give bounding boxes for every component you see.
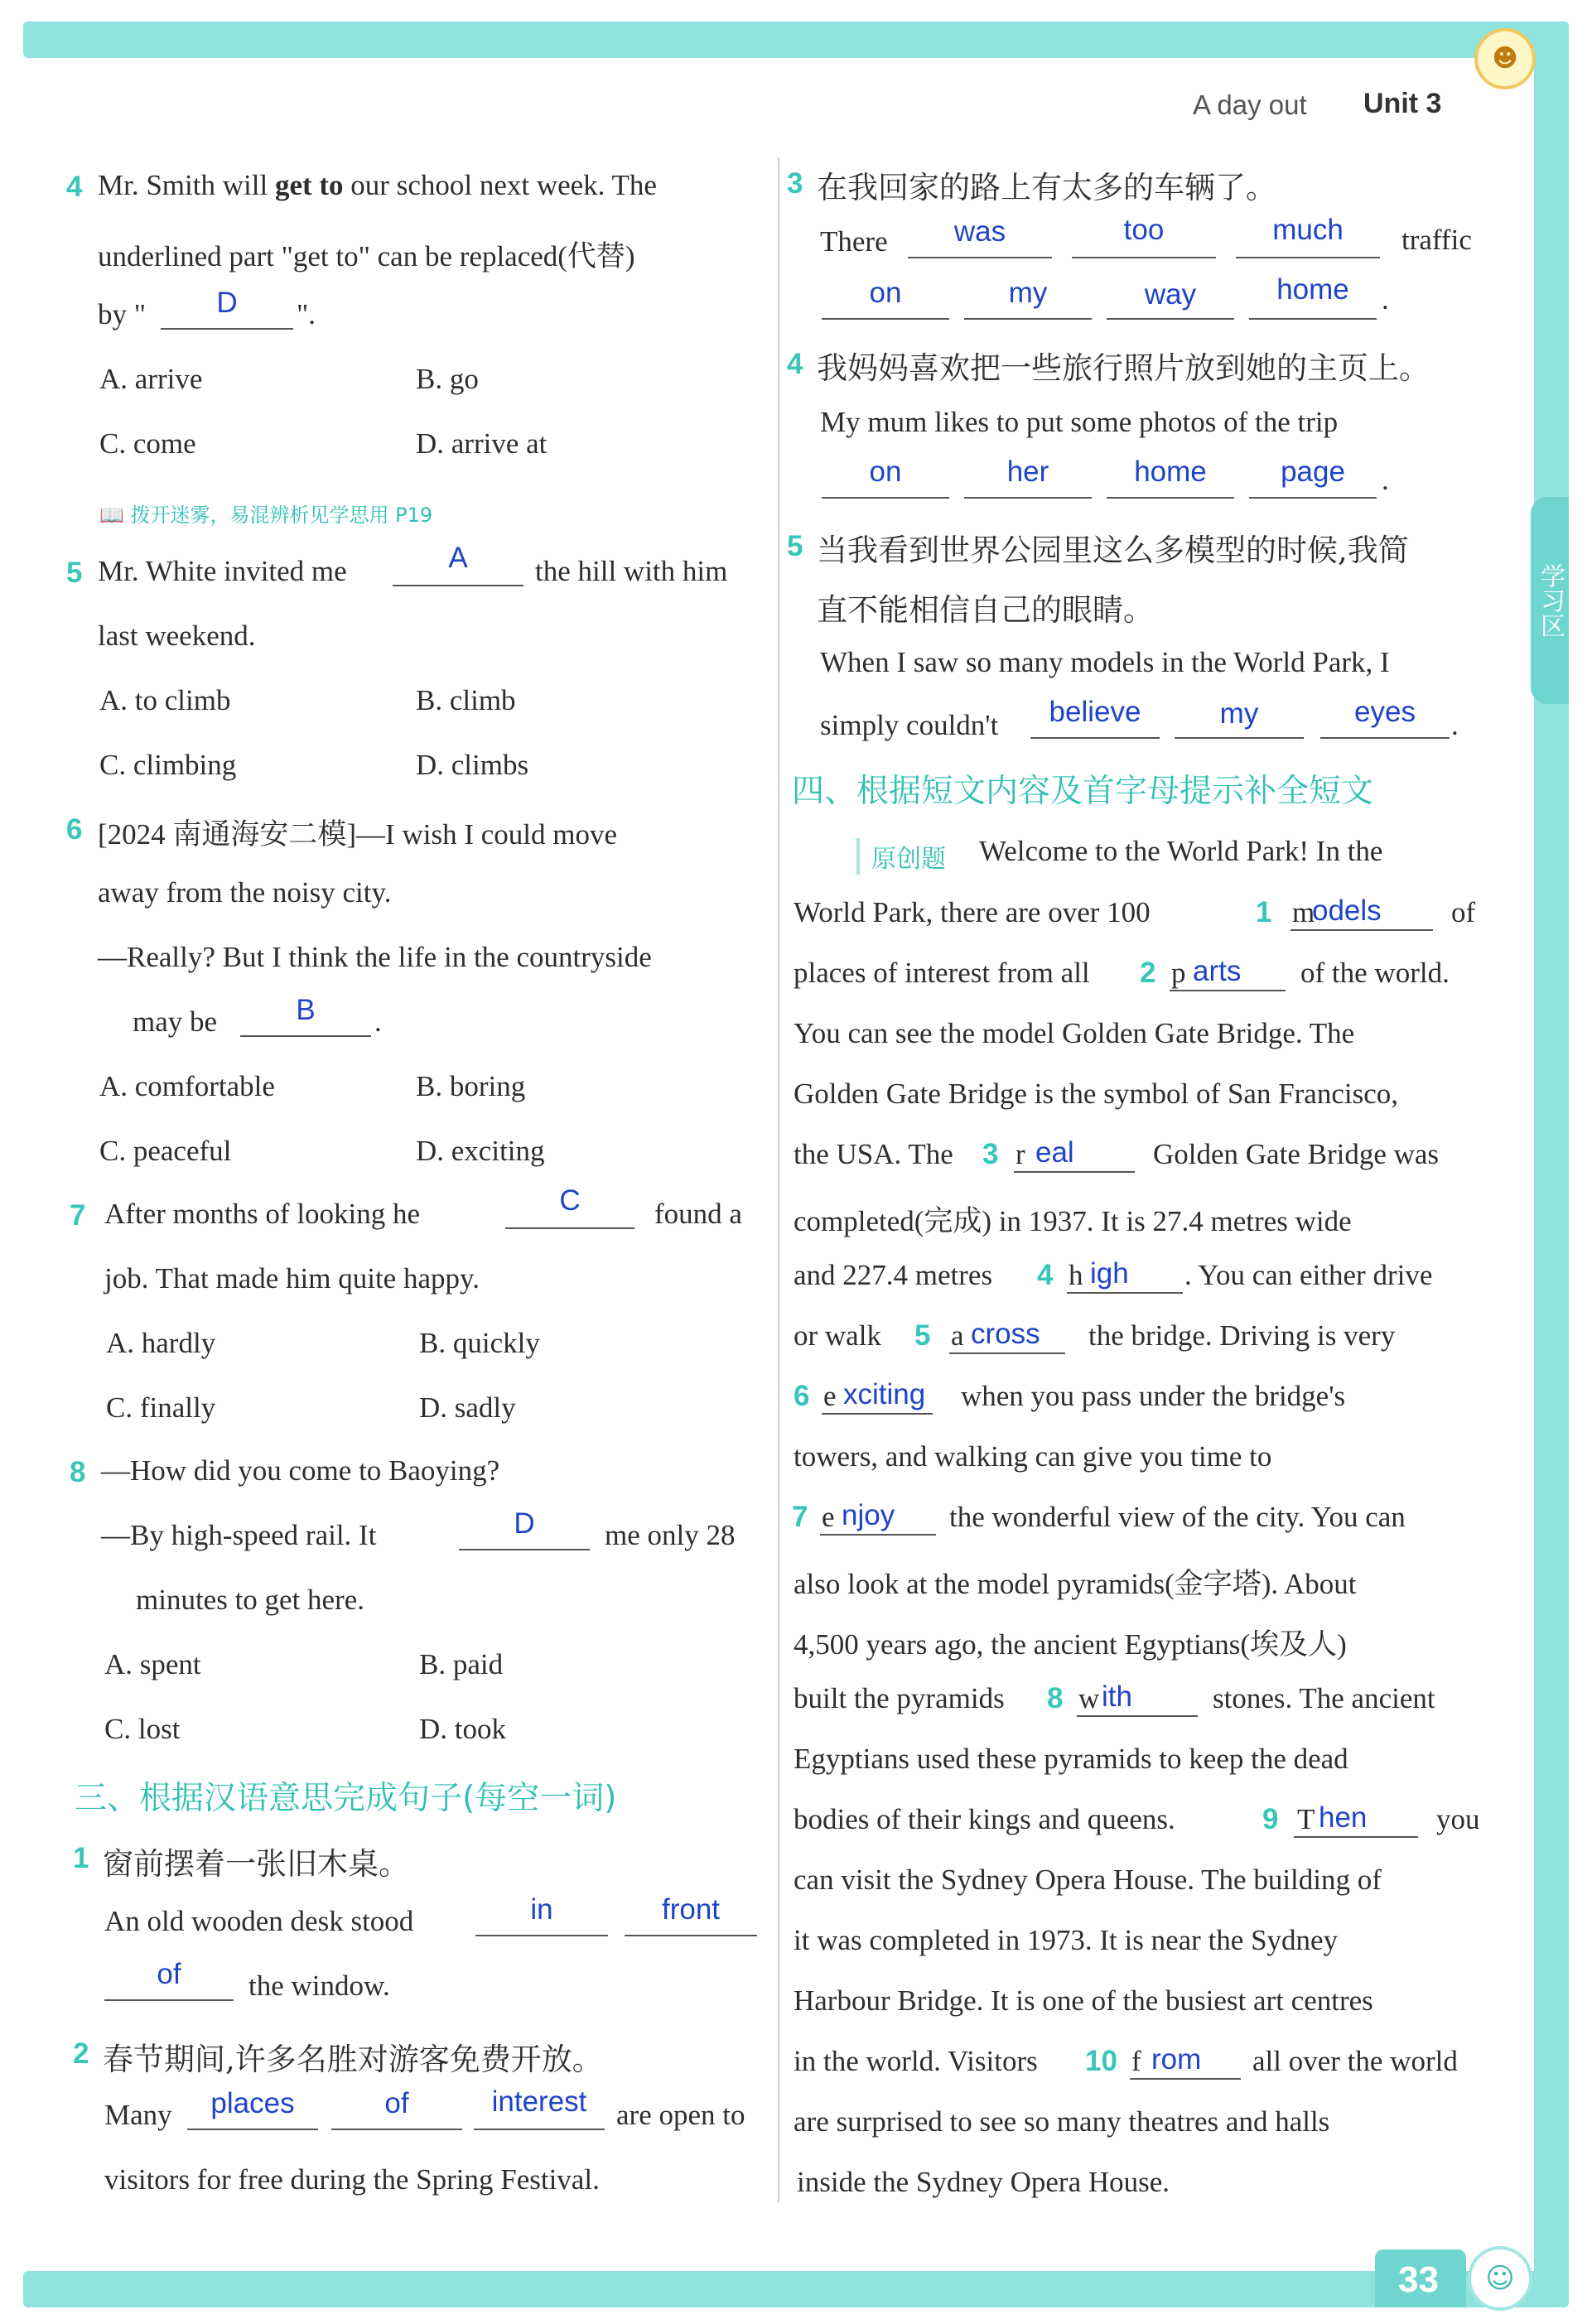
answer: interest <box>491 2085 587 2118</box>
question-text: the hill with him <box>535 555 728 587</box>
answer-blank <box>1130 2078 1241 2080</box>
answer-blank <box>187 2129 318 2130</box>
answer: way <box>1144 278 1197 311</box>
answer: cross <box>971 1318 1040 1350</box>
passage-line: of the world. <box>1300 957 1450 989</box>
answer-blank <box>964 318 1092 320</box>
blank-letter: m <box>1292 896 1315 928</box>
chinese-sentence: 春节期间,许多名胜对游客免费开放。 <box>103 2042 603 2077</box>
passage-line: in the world. Visitors <box>794 2045 1038 2077</box>
answer: igh <box>1090 1257 1129 1290</box>
answer-blank <box>1236 257 1380 258</box>
answer-blank <box>104 1999 234 2001</box>
answer-blank <box>1107 318 1234 320</box>
option: B. boring <box>416 1070 526 1102</box>
page-frame-right <box>1534 22 1569 2307</box>
option: A. comfortable <box>99 1070 275 1102</box>
option: C. climbing <box>99 749 237 781</box>
blank-number: 2 <box>1140 957 1156 989</box>
blank-number: 10 <box>1085 2045 1117 2077</box>
answer-blank <box>1067 1292 1183 1294</box>
answer-blank <box>949 1352 1065 1354</box>
header-title: A day out <box>1193 89 1307 120</box>
passage-line: can visit the Sydney Opera House. The building of <box>794 1864 1382 1896</box>
answer: her <box>1006 456 1049 488</box>
answer: was <box>953 215 1006 248</box>
question-text: away from the noisy city. <box>98 876 392 909</box>
blank-letter: h <box>1069 1259 1083 1291</box>
section-heading: 三、根据汉语意思完成句子(每空一词) <box>75 1780 617 1817</box>
passage-line: inside the Sydney Opera House. <box>797 2166 1170 2198</box>
option: B. climb <box>416 684 516 716</box>
blank-number: 1 <box>1256 896 1272 928</box>
blank-letter: a <box>951 1319 964 1352</box>
option: B. quickly <box>419 1327 540 1359</box>
answer: odels <box>1312 894 1382 927</box>
question-text: —Really? But I think the life in the countryside <box>98 941 652 973</box>
question-number: 2 <box>73 2037 89 2070</box>
question-text: [2024 南通海安二模]—I wish I could move <box>98 818 618 851</box>
answer-blank <box>625 1935 757 1936</box>
blank-letter: T <box>1297 1803 1315 1835</box>
english-sentence: . <box>1382 464 1389 496</box>
q4-bold: get to <box>274 169 344 201</box>
answer: too <box>1123 214 1165 246</box>
question-number: 5 <box>66 557 83 589</box>
question-number: 4 <box>787 348 803 380</box>
answer: arts <box>1193 955 1242 987</box>
english-sentence: Many <box>104 2099 172 2131</box>
passage-line: Golden Gate Bridge was <box>1153 1138 1440 1170</box>
english-sentence: There <box>820 225 888 258</box>
answer: my <box>1219 697 1259 730</box>
answer-blank <box>505 1227 634 1229</box>
answer: njoy <box>842 1499 895 1531</box>
option: D. took <box>419 1713 506 1745</box>
passage-line: it was completed in 1973. It is near the Sydney <box>794 1924 1339 1956</box>
answer-blank <box>1294 1836 1418 1838</box>
answer-blank <box>1077 1715 1198 1717</box>
passage-line: towers, and walking can give you time to <box>794 1440 1272 1473</box>
side-tab: 学习区 <box>1531 497 1569 704</box>
answer-blank <box>1249 497 1377 499</box>
answer: on <box>869 277 902 309</box>
blank-number: 6 <box>794 1380 810 1412</box>
question-text: minutes to get here. <box>136 1584 365 1616</box>
blank-letter: w <box>1078 1682 1100 1714</box>
blank-number: 8 <box>1047 1682 1064 1714</box>
question-text: job. That made him quite happy. <box>104 1262 480 1295</box>
question-number: 5 <box>787 530 803 562</box>
question-number: 4 <box>66 171 83 203</box>
answer: of <box>157 1958 181 1990</box>
answer-blank <box>459 1549 590 1550</box>
book-icon: 📖 <box>99 504 124 527</box>
passage-line: stones. The ancient <box>1213 1682 1435 1714</box>
option: A. arrive <box>99 363 203 395</box>
english-sentence: are open to <box>616 2099 745 2131</box>
answer-blank <box>822 1413 933 1415</box>
option: A. to climb <box>99 684 231 716</box>
answer-blank <box>1107 497 1234 499</box>
question-text: —How did you come to Baoying? <box>101 1454 500 1487</box>
question-number: 8 <box>70 1456 86 1488</box>
option: A. spent <box>104 1648 201 1680</box>
answer-blank <box>822 497 949 499</box>
page-number: 33 <box>1398 2259 1439 2300</box>
option: A. hardly <box>106 1327 216 1359</box>
answer-blank <box>331 2129 462 2130</box>
passage-line: places of interest from all <box>794 957 1090 989</box>
blank-number: 5 <box>914 1319 931 1352</box>
answer-blank <box>393 585 523 586</box>
original-tag: 原创题 <box>856 838 946 875</box>
chinese-sentence: 窗前摆着一张旧木桌。 <box>103 1846 409 1882</box>
answer-blank <box>475 1935 608 1936</box>
question-number: 1 <box>73 1842 89 1874</box>
answer: D <box>514 1507 535 1540</box>
page-frame-top <box>23 22 1569 58</box>
english-sentence: . <box>1451 709 1459 741</box>
q4-text-a: Mr. Smith will <box>98 169 268 201</box>
option: D. arrive at <box>416 427 548 460</box>
mascot-icon: ☻ <box>1474 28 1536 89</box>
question-text: underlined part "get to" can be replaced(代替) <box>98 240 635 272</box>
answer-blank <box>1320 737 1450 739</box>
question-text <box>98 169 657 202</box>
passage-line: Egyptians used these pyramids to keep the dead <box>794 1743 1348 1775</box>
answer-blank <box>1249 318 1377 320</box>
answer: home <box>1276 273 1349 306</box>
passage-line: Harbour Bridge. It is one of the busiest art centres <box>794 1984 1373 2017</box>
passage-line: you <box>1436 1803 1480 1835</box>
answer: much <box>1272 214 1344 246</box>
answer: page <box>1281 456 1345 488</box>
answer: hen <box>1319 1801 1368 1834</box>
option: B. go <box>416 363 479 395</box>
english-sentence: visitors for free during the Spring Festival. <box>104 2163 600 2196</box>
answer: my <box>1008 277 1048 309</box>
blank-letter: f <box>1131 2045 1141 2077</box>
section-heading: 四、根据短文内容及首字母提示补全短文 <box>792 773 1374 810</box>
question-text: ". <box>297 298 316 330</box>
answer-blank <box>161 328 293 330</box>
answer-blank <box>820 1534 936 1536</box>
answer: places <box>210 2087 295 2119</box>
option: C. finally <box>106 1391 216 1424</box>
passage-line: Golden Gate Bridge is the symbol of San Francisco, <box>794 1078 1399 1110</box>
option: C. come <box>99 427 196 460</box>
header-unit: Unit 3 <box>1363 88 1442 119</box>
passage-line: . You can either drive <box>1184 1259 1433 1291</box>
question-text: found a <box>654 1198 742 1230</box>
answer: home <box>1134 456 1207 488</box>
answer: believe <box>1049 696 1141 728</box>
tip-text: 拨开迷雾，易混辨析见学思用 P19 <box>130 504 433 527</box>
english-sentence: My mum likes to put some photos of the trip <box>820 406 1339 438</box>
passage-line: of <box>1451 896 1476 928</box>
page-frame-bottom <box>23 2271 1569 2307</box>
answer: ith <box>1102 1680 1132 1713</box>
passage-line: the wonderful view of the city. You can <box>949 1501 1406 1533</box>
passage-line: also look at the model pyramids(金字塔). About <box>794 1568 1357 1600</box>
column-divider <box>778 157 779 2203</box>
passage-line: Welcome to the World Park! In the <box>979 835 1383 867</box>
answer: B <box>296 994 316 1026</box>
blank-number: 4 <box>1037 1259 1054 1291</box>
tip-note <box>99 499 432 528</box>
passage-line: and 227.4 metres <box>794 1259 993 1291</box>
answer-blank <box>908 257 1052 258</box>
passage-line: World Park, there are over 100 <box>794 896 1151 928</box>
answer: C <box>559 1184 581 1217</box>
answer: rom <box>1151 2043 1202 2076</box>
question-number: 7 <box>70 1199 86 1232</box>
answer: eal <box>1035 1136 1074 1169</box>
passage-line: You can see the model Golden Gate Bridge. The <box>794 1017 1355 1049</box>
english-sentence: An old wooden desk stood <box>104 1905 414 1937</box>
passage-line: completed(完成) in 1937. It is 27.4 metres wide <box>794 1205 1352 1237</box>
answer: D <box>216 287 238 319</box>
chinese-sentence: 直不能相信自己的眼睛。 <box>817 592 1154 628</box>
question-text: After months of looking he <box>104 1198 421 1230</box>
q4-text-b: our school next week. The <box>350 169 657 201</box>
passage-line: when you pass under the bridge's <box>961 1380 1346 1412</box>
passage-line: the USA. The <box>794 1138 953 1170</box>
blank-letter: r <box>1016 1138 1025 1170</box>
answer: of <box>384 2087 409 2119</box>
question-text: may be <box>133 1005 218 1038</box>
chinese-sentence: 在我回家的路上有太多的车辆了。 <box>817 170 1276 205</box>
answer: on <box>869 456 902 488</box>
passage-line: or walk <box>794 1319 881 1352</box>
question-text: —By high-speed rail. It <box>101 1519 377 1551</box>
option: D. exciting <box>416 1135 545 1167</box>
answer-blank <box>1014 1171 1135 1173</box>
answer-blank <box>822 318 949 320</box>
mascot-icon: ☺ <box>1468 2246 1532 2311</box>
blank-number: 9 <box>1262 1803 1279 1835</box>
blank-number: 3 <box>982 1138 999 1170</box>
blank-letter: e <box>823 1380 837 1412</box>
question-number: 3 <box>787 167 803 200</box>
answer-blank <box>240 1035 371 1037</box>
answer: A <box>448 542 468 574</box>
blank-letter: p <box>1171 957 1186 989</box>
option: D. climbs <box>416 749 529 781</box>
answer-blank <box>1170 990 1286 991</box>
answer-blank <box>1030 737 1160 739</box>
english-sentence: traffic <box>1401 224 1472 256</box>
question-text: last weekend. <box>98 620 256 652</box>
answer-blank <box>474 2129 605 2130</box>
answer: eyes <box>1354 696 1416 728</box>
english-sentence: the window. <box>248 1970 390 2002</box>
passage-line: bodies of their kings and queens. <box>794 1803 1175 1835</box>
answer-blank <box>964 497 1092 499</box>
question-text: Mr. White invited me <box>98 555 347 587</box>
answer: front <box>661 1893 721 1926</box>
answer: xciting <box>843 1378 926 1410</box>
answer-blank <box>1290 929 1433 931</box>
passage-line: are surprised to see so many theatres and halls <box>794 2105 1330 2138</box>
question-text: . <box>374 1005 382 1038</box>
answer-blank <box>1072 257 1216 258</box>
english-sentence: When I saw so many models in the World Park, I <box>820 646 1390 678</box>
passage-line: the bridge. Driving is very <box>1088 1319 1396 1352</box>
option: C. lost <box>104 1713 181 1745</box>
passage-line: built the pyramids <box>794 1682 1005 1714</box>
passage-line: 4,500 years ago, the ancient Egyptians(埃及人) <box>794 1628 1347 1661</box>
question-text: by " <box>98 298 147 330</box>
english-sentence: . <box>1382 283 1389 316</box>
answer: in <box>530 1893 553 1926</box>
option: D. sadly <box>419 1391 516 1424</box>
answer-blank <box>1175 737 1304 739</box>
question-number: 6 <box>66 813 83 846</box>
option: B. paid <box>419 1648 504 1680</box>
blank-letter: e <box>822 1501 835 1533</box>
chinese-sentence: 当我看到世界公园里这么多模型的时候,我简 <box>817 533 1409 568</box>
option: C. peaceful <box>99 1135 232 1167</box>
english-sentence: simply couldn't <box>820 709 999 741</box>
passage-line: all over the world <box>1252 2045 1458 2077</box>
chinese-sentence: 我妈妈喜欢把一些旅行照片放到她的主页上。 <box>817 350 1430 386</box>
question-text: me only 28 <box>605 1519 736 1551</box>
blank-number: 7 <box>792 1501 808 1533</box>
